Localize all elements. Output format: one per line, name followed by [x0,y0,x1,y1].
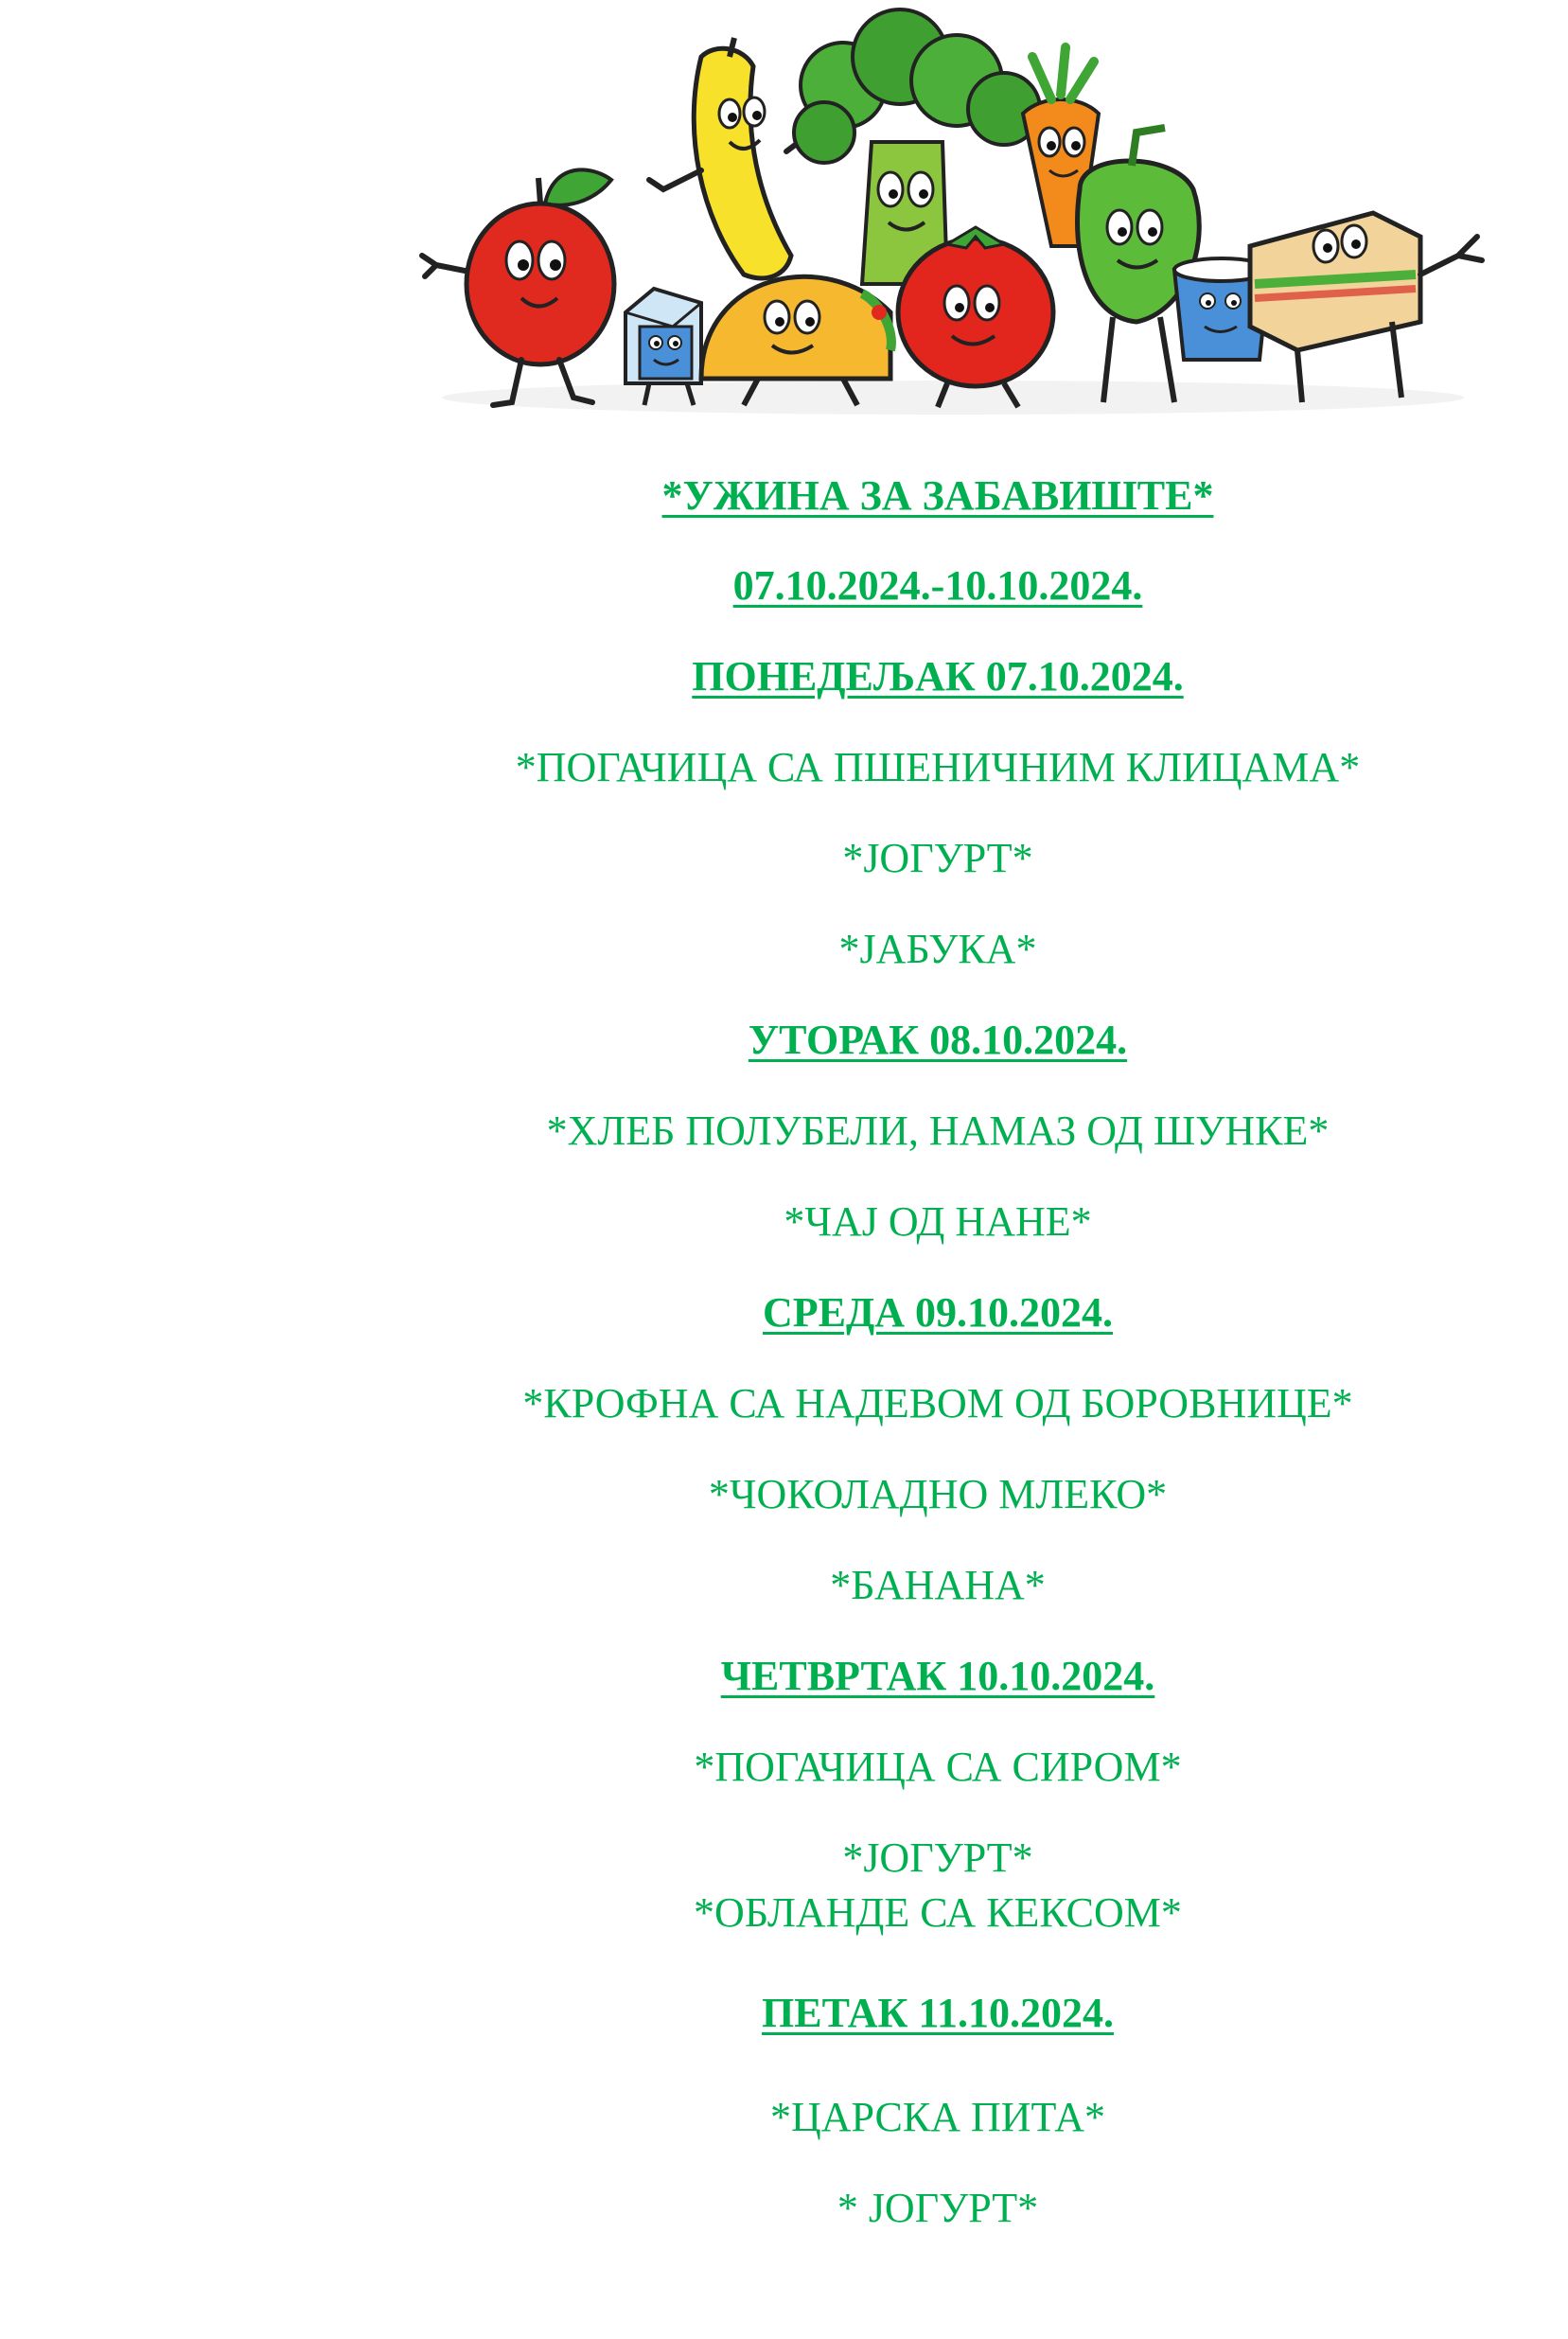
day-heading-monday: ПОНЕДЕЉАК 07.10.2024. [692,653,1184,700]
menu-item: *ХЛЕБ ПОЛУБЕЛИ, НАМАЗ ОД ШУНКЕ* [546,1107,1330,1154]
menu-item: *ЧАЈ ОД НАНЕ* [784,1198,1092,1245]
menu-item: *ЈОГУРТ* [842,1834,1033,1881]
day-heading-wednesday: СРЕДА 09.10.2024. [762,1289,1114,1336]
menu-item: *БАНАНА* [830,1562,1046,1608]
menu-item: *ПОГАЧИЦА СА ПШЕНИЧНИМ КЛИЦАМА* [515,744,1361,790]
menu-item: *ЈОГУРТ* [842,835,1033,881]
menu-item: *КРОФНА СА НАДЕВОМ ОД БОРОВНИЦЕ* [522,1380,1353,1426]
date-range: 07.10.2024.-10.10.2024. [732,562,1143,609]
menu-item: *ЈАБУКА* [838,926,1037,972]
menu-item: *ПОГАЧИЦА СА СИРОМ* [694,1744,1182,1790]
menu-title: *УЖИНА ЗА ЗАБАВИШТЕ* [661,472,1214,519]
menu-item: *ЦАРСКА ПИТА* [769,2094,1106,2140]
menu-item: *ОБЛАНДЕ СА КЕКСОМ* [694,1889,1182,1936]
menu-item: *ЧОКОЛАДНО МЛЕКО* [708,1471,1168,1517]
menu-item: * ЈОГУРТ* [837,2185,1039,2231]
day-heading-thursday: ЧЕТВРТАК 10.10.2024. [720,1653,1155,1699]
cartoon-fruits-vegetables-characters-icon [417,0,1489,416]
day-heading-friday: ПЕТАК 11.10.2024. [762,1990,1114,2036]
day-heading-tuesday: УТОРАК 08.10.2024. [748,1017,1128,1063]
